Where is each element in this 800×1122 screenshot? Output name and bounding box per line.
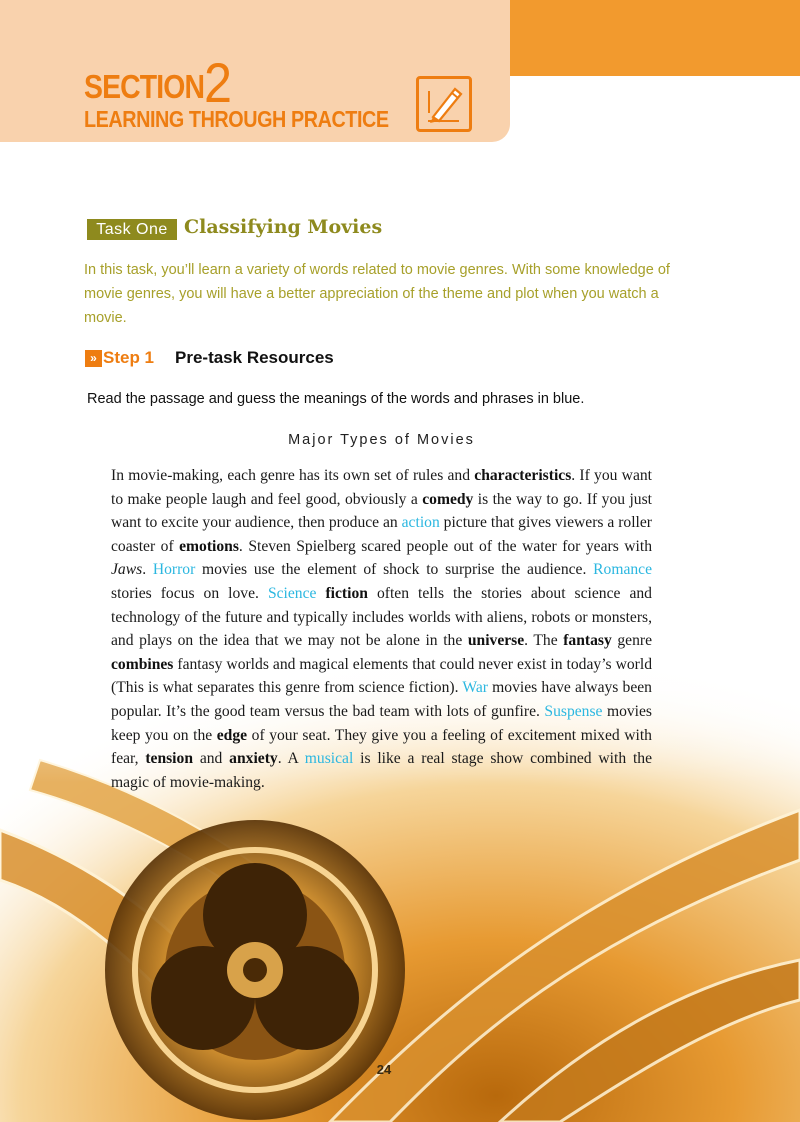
passage-segment: . bbox=[142, 561, 153, 579]
task-title: Classifying Movies bbox=[184, 216, 383, 238]
passage-keyword: tension bbox=[145, 750, 193, 768]
passage-keyword: anxiety bbox=[229, 750, 278, 768]
task-label-badge: Task One bbox=[87, 219, 177, 240]
passage-keyword: Suspense bbox=[544, 702, 603, 720]
section-word: SECTION bbox=[84, 68, 205, 105]
passage-segment: movies use the element of shock to surprise the audience. bbox=[195, 561, 594, 579]
passage-keyword: fiction bbox=[325, 584, 368, 602]
passage-segment: . Steven Spielberg scared people out of the water for years with bbox=[238, 537, 652, 555]
passage-keyword: Science bbox=[267, 584, 317, 602]
passage-keyword: War bbox=[462, 679, 488, 697]
passage-keyword: Romance bbox=[593, 561, 653, 579]
header-orange-band bbox=[510, 0, 800, 76]
passage-segment: picture that gives viewers a roller coaster of bbox=[111, 514, 652, 555]
page-number: 24 bbox=[376, 1062, 392, 1077]
passage-text bbox=[111, 464, 652, 794]
passage-segment: In movie-making, each genre has its own set of rules and bbox=[111, 467, 475, 484]
passage-keyword: musical bbox=[304, 750, 354, 768]
passage-segment: fantasy worlds and magical elements that could never exist in today’s world (This is what separates this genre from science fiction). bbox=[111, 655, 652, 697]
passage-keyword: Jaws bbox=[111, 561, 143, 579]
passage-segment: . A bbox=[277, 750, 305, 768]
passage-keyword: universe bbox=[467, 632, 525, 650]
step-instruction: Read the passage and guess the meanings of the words and phrases in blue. bbox=[87, 391, 585, 407]
double-chevron-right-icon: » bbox=[85, 350, 102, 367]
passage-segment: is like a real stage show combined with the magic of movie-making. bbox=[111, 750, 653, 791]
passage-segment: of your seat. They give you a feeling of excitement mixed with fear, bbox=[111, 726, 652, 768]
passage-segment: is the way to go. If you just want to excite your audience, then produce an bbox=[111, 490, 653, 532]
passage-keyword: fantasy bbox=[563, 632, 612, 650]
passage-segment: . The bbox=[524, 632, 564, 650]
passage-keyword: Horror bbox=[152, 561, 196, 579]
passage-segment: and bbox=[193, 750, 230, 768]
passage-keyword: comedy bbox=[422, 490, 474, 508]
task-intro: In this task, you’ll learn a variety of words related to movie genres. With some knowledge of movie genres, you will have a better appreciation of the theme and plot when you watch a movie. bbox=[84, 262, 670, 326]
section-number: 2 bbox=[204, 51, 233, 114]
passage-segment: genre bbox=[611, 632, 652, 650]
passage-keyword: characteristics bbox=[474, 467, 572, 484]
passage-keyword: action bbox=[401, 514, 440, 532]
passage-segment: stories focus on love. bbox=[111, 584, 268, 602]
passage-keyword: combines bbox=[111, 655, 174, 673]
passage-segment: movies keep you on the bbox=[111, 702, 652, 744]
passage-keyword: edge bbox=[216, 726, 248, 744]
passage-segment: . If you want to make people laugh and feel good, obviously a bbox=[111, 467, 652, 508]
passage-segment: often tells the stories about science and technology of the future and typically includes worlds with aliens, robots or monsters, and plays on the idea that we may not be alone in the bbox=[111, 584, 652, 650]
step-number: Step 1 bbox=[103, 348, 155, 367]
passage-keyword: emotions bbox=[179, 537, 239, 555]
passage-title: Major Types of Movies bbox=[288, 432, 475, 448]
section-subtitle: LEARNING THROUGH PRACTICE bbox=[84, 106, 389, 132]
step-title: Pre-task Resources bbox=[175, 348, 334, 367]
passage-segment: movies have always been popular. It’s the good team versus the bad team with lots of gunfire. bbox=[111, 679, 652, 720]
pen-writing-icon bbox=[416, 76, 472, 132]
